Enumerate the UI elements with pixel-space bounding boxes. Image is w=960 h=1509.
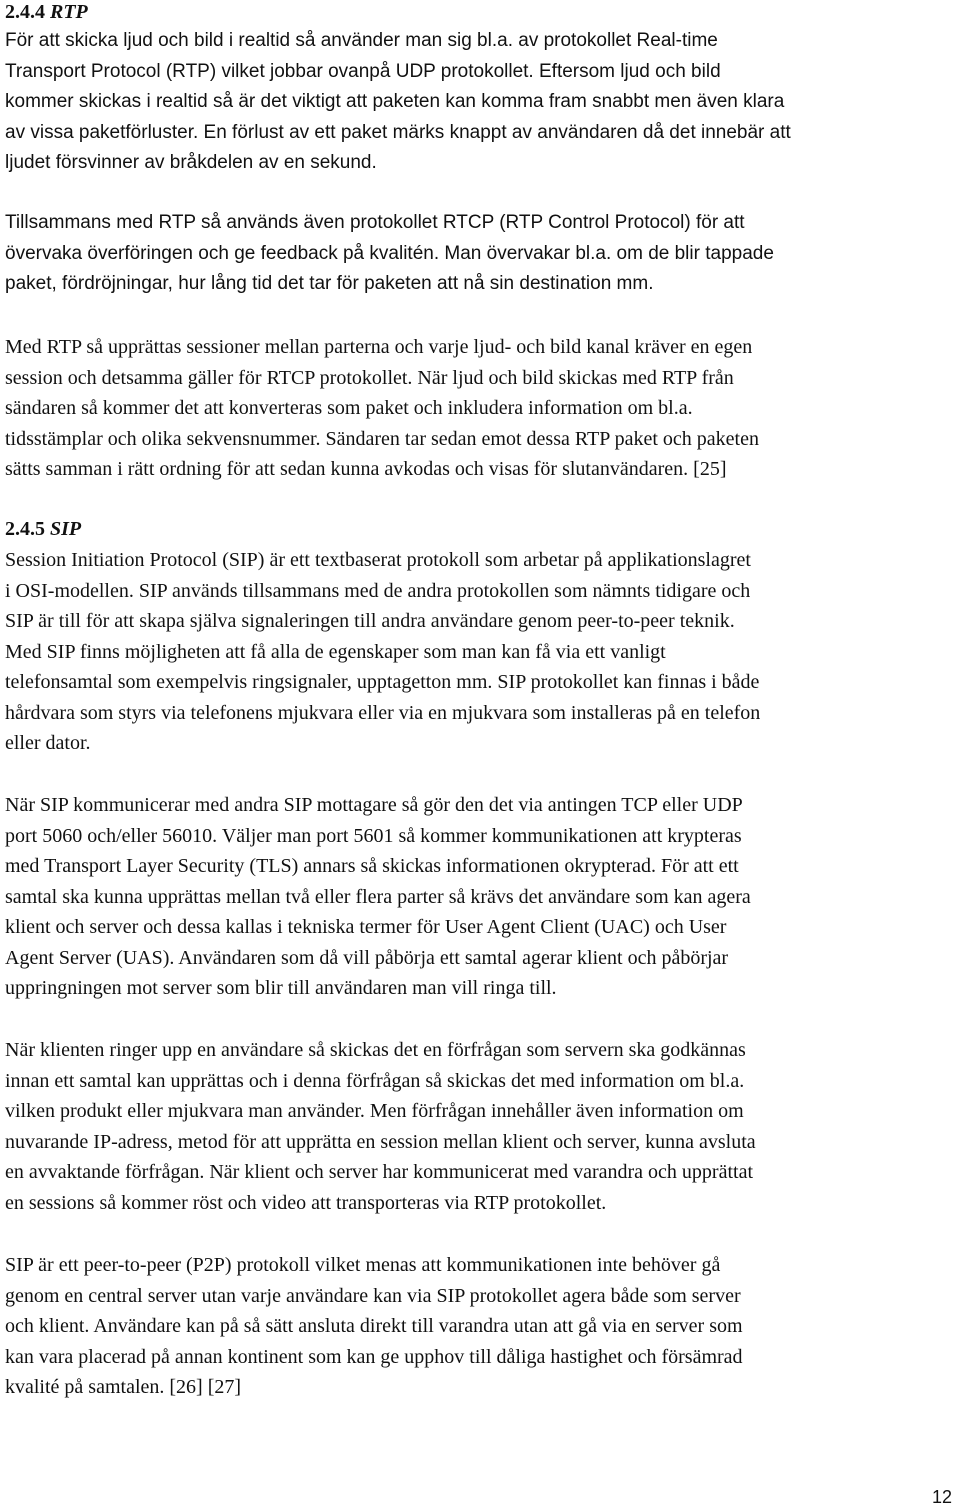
text-line: genom en central server utan varje användare kan via SIP protokollet agera både som server <box>5 1284 741 1307</box>
text-line: innan ett samtal kan upprättas och i denna förfrågan så skickas det med information om bl.a. <box>5 1069 745 1092</box>
section-number: 2.4.4 <box>5 1 45 23</box>
text-line: av vissa paketförluster. En förlust av ett paket märks knappt av användaren då det innebär att <box>5 121 791 143</box>
text-line: telefonsamtal som exempelvis ringsignaler, upptagetton mm. SIP protokollet kan finnas i både <box>5 671 760 693</box>
text-line: en sessions så kommer röst och video att transporteras via RTP protokollet. <box>5 1191 607 1214</box>
text-line: Med SIP finns möjligheten att få alla de egenskaper som man kan få via ett vanligt <box>5 640 666 663</box>
paragraph-rtcp <box>5 208 945 300</box>
section-heading-sip <box>5 517 81 541</box>
paragraph-rtp-sessions <box>5 332 945 485</box>
text-line: SIP är till för att skapa själva signaleringen till andra användare genom peer-to-peer teknik. <box>5 610 735 632</box>
text-line: sändaren så kommer det att konverteras som paket och inkludera information om bl.a. <box>5 397 693 419</box>
text-line: session och detsamma gäller för RTCP protokollet. När ljud och bild skickas med RTP från <box>5 366 734 389</box>
text-line: övervaka överföringen och ge feedback på kvalitén. Man övervakar bl.a. om de blir tappade <box>5 242 774 264</box>
text-line: i OSI-modellen. SIP används tillsammans med de andra protokollen som nämnts tidigare och <box>5 579 751 602</box>
section-title: RTP <box>50 1 88 23</box>
text-line: SIP är ett peer-to-peer (P2P) protokoll vilket menas att kommunikationen inte behöver gå <box>5 1254 721 1276</box>
paragraph-sip-ports <box>5 790 945 1004</box>
text-line: kvalité på samtalen. [26] [27] <box>5 1376 242 1398</box>
text-line: sätts samman i rätt ordning för att sedan kunna avkodas och visas för slutanvändaren. [25] <box>5 458 727 480</box>
paragraph-sip-intro <box>5 545 945 759</box>
text-line: När klienten ringer upp en användare så skickas det en förfrågan som servern ska godkännas <box>5 1039 746 1061</box>
text-line: Session Initiation Protocol (SIP) är ett textbaserat protokoll som arbetar på applikationslagret <box>5 549 751 571</box>
text-line: samtal ska kunna upprättas mellan två eller flera parter så krävs det användare som kan agera <box>5 885 751 908</box>
section-title: SIP <box>50 518 82 540</box>
paragraph-sip-p2p <box>5 1250 945 1403</box>
text-line: och klient. Användare kan på så sätt ansluta direkt till varandra utan att gå via en server som <box>5 1315 743 1337</box>
section-number: 2.4.5 <box>5 518 45 540</box>
paragraph-rtp-intro <box>5 26 945 179</box>
text-line: uppringningen mot server som blir till användaren man vill ringa till. <box>5 977 557 999</box>
text-line: klient och server och dessa kallas i tekniska termer för User Agent Client (UAC) och User <box>5 916 727 938</box>
text-line: Med RTP så upprättas sessioner mellan parterna och varje ljud- och bild kanal kräver en egen <box>5 336 753 358</box>
text-line: När SIP kommunicerar med andra SIP mottagare så gör den det via antingen TCP eller UDP <box>5 794 743 816</box>
text-line: ljudet försvinner av bråkdelen av en sekund. <box>5 152 377 173</box>
text-line: med Transport Layer Security (TLS) annars så skickas informationen okrypterad. För att ett <box>5 855 739 877</box>
section-heading-rtp <box>5 0 88 24</box>
text-line: en avvaktande förfrågan. När klient och server har kommunicerat med varandra och upprättat <box>5 1161 753 1183</box>
text-line: Tillsammans med RTP så används även protokollet RTCP (RTP Control Protocol) för att <box>5 212 745 233</box>
text-line: Agent Server (UAS). Användaren som då vill påbörja ett samtal agerar klient och påbörjar <box>5 946 729 969</box>
text-line: För att skicka ljud och bild i realtid så använder man sig bl.a. av protokollet Real-time <box>5 30 718 51</box>
text-line: vilken produkt eller mjukvara man använder. Men förfrågan innehåller även information om <box>5 1100 744 1122</box>
text-line: kan vara placerad på annan kontinent som kan ge upphov till dåliga hastighet och försämrad <box>5 1345 743 1368</box>
page-number: 12 <box>931 1487 952 1507</box>
text-line: nuvarande IP-adress, metod för att upprätta en session mellan klient och server, kunna avsluta <box>5 1130 756 1153</box>
text-line: eller dator. <box>5 732 91 754</box>
paragraph-sip-request <box>5 1035 945 1218</box>
text-line: Transport Protocol (RTP) vilket jobbar ovanpå UDP protokollet. Eftersom ljud och bild <box>5 60 721 82</box>
text-line: port 5060 och/eller 56010. Väljer man port 5601 så kommer kommunikationen att krypteras <box>5 824 742 847</box>
text-line: tidsstämplar och olika sekvensnummer. Sändaren tar sedan emot dessa RTP paket och paketen <box>5 427 759 450</box>
text-line: paket, fördröjningar, hur lång tid det tar för paketen att nå sin destination mm. <box>5 273 654 294</box>
text-line: hårdvara som styrs via telefonens mjukvara eller via en mjukvara som installeras på en telefon <box>5 701 761 724</box>
text-line: kommer skickas i realtid så är det viktigt att paketen kan komma fram snabbt men även klara <box>5 91 785 112</box>
